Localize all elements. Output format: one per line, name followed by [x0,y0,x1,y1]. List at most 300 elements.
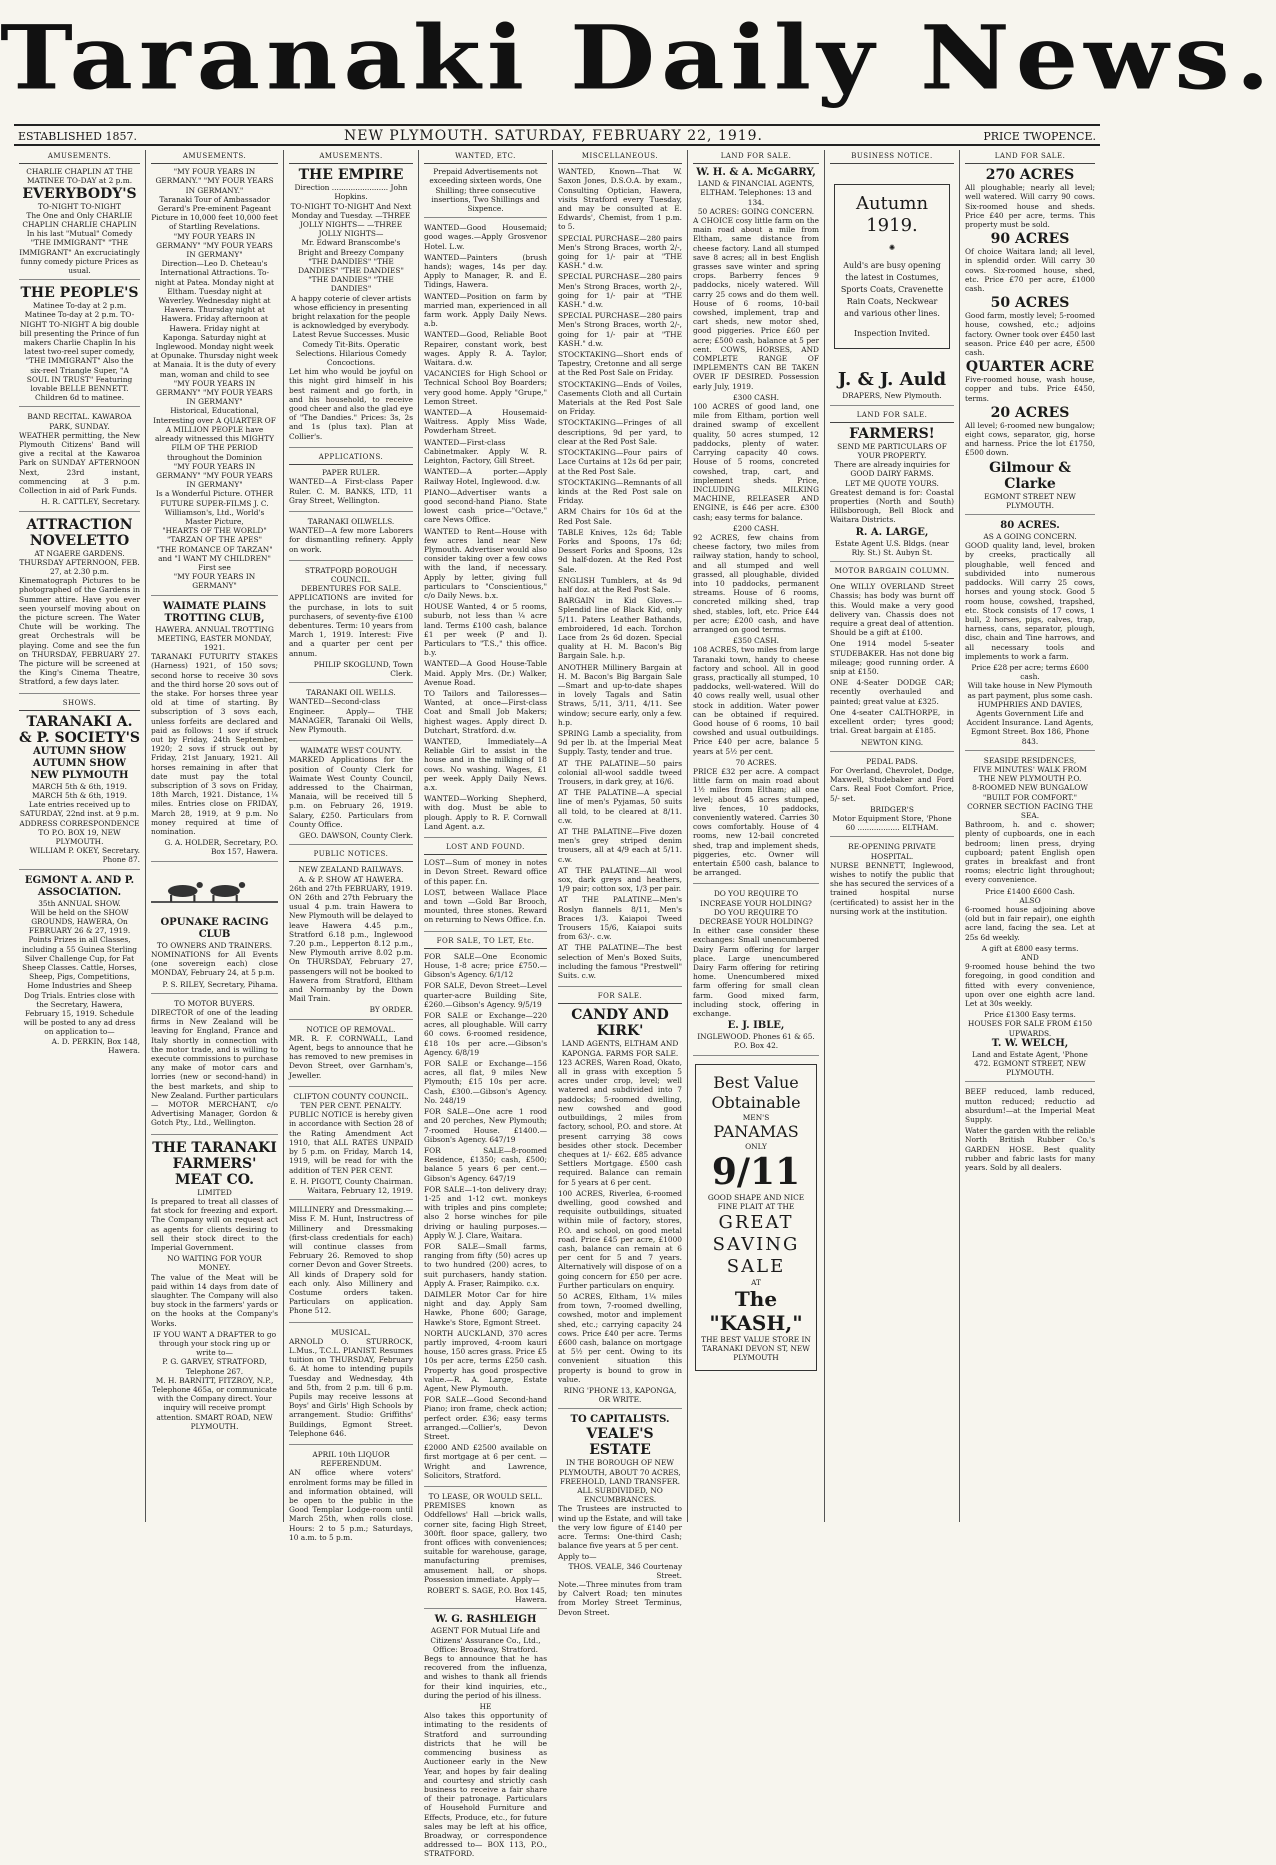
ad-text: PRICE £32 per acre. A compact little farm on main road about 1½ miles from Eltham; all one level; about 45 acres stumped, live fences, 10 paddocks, conveniently watered. Carries 30 cows comfortably. House of 4 rooms, new 12-bail concreted shed, trap and implement sheds, piggeries, etc. Owner will entertain £500 cash, balance to be arranged. [693,767,819,878]
ad-title: E. J. IBLE, [727,1020,785,1032]
ad-text: AN office where voters' enrolment forms may be filled in and information obtained, will be open to the public in the Good Templar Lodge-room until March 25th, when rolls close. Hours: 2 to 5 p.m.; Saturdays, 10 a.m. to 5 p.m. [289,1468,413,1542]
list-item: STOCKTAKING—Remnants of all kinds at the Red Post sale on Friday. [558,477,682,506]
list-item: FOR SALE or Exchange—220 acres, all ploughable. Will carry 60 cows. 6-roomed residence, £18 10s per acre.—Gibson's Agency. 6/8/19 [424,1011,547,1057]
ad-text: 108 ACRES, two miles from large Taranaki town, handy to cheese factory and school. All in good grass, practically all stumped, 10 paddocks, well-watered. Will do 40 cows really well, usual other stock in addition. Water power can be obtained if required. Good house of 6 rooms, 10 bail cowshed and usual outbuildings. Price £40 per acre, balance 5 years at 5½ per cent. [693,645,819,756]
ad-text: Good farm, mostly level; 5-roomed house, cowshed, etc.; adjoins factory. Owner took over £450 last season. Price £40 per acre, £500 cash. [965,311,1095,358]
railways-ad [289,865,413,1019]
ad-text: Estate Agent U.S. Bldgs. (near Rly. St.) St. Aubyn St. [835,538,949,557]
ad-text: THE BEST VALUE STORE IN TARANAKI DEVON ST, NEW PLYMOUTH [701,1334,811,1363]
ad-heading: "MY FOUR YEARS IN GERMANY" [173,572,256,591]
germany-ad [151,167,278,595]
list-item: TO Tailors and Tailoresses—Wanted, at once—First-class Coat and Small Job Makers; highest wages. Apply direct D. Dutchart, Stratford. d.w. [424,688,547,735]
ad-heading: BAND RECITAL. KAWAROA PARK, SUNDAY. [27,412,132,431]
ad-heading: "MY FOUR YEARS IN GERMANY." "MY FOUR YEARS IN GERMANY." [155,167,274,195]
ad-text: NOMINATIONS for All Events (one sovereign each) close MONDAY, February 24, at 5 p.m. [151,950,278,978]
list-item: ARM Chairs for 10s 6d at the Red Post Sale. [558,507,682,526]
list-item: TABLE Knives, 12s 6d; Table Forks and Spoons, 17s 6d; Dessert Forks and Spoons, 12s 9d half-dozen. At the Red Post Sale. [558,527,682,574]
ad-text: MARCH 5th & 6th, 1919. MARCH 5th & 6th, 1919. [32,781,127,800]
newspaper-title: Taranaki Daily News. [0,6,1276,111]
ad-text: A CHOICE cosy little farm on the main road about a mile from Eltham, same distance from cheese factory. Land all stumped save 8 acres; all in best English grasses save winter and spring crops. Barberry fences 9 paddocks, nicely watered. Will carry 25 cows and do them well. House of 6 rooms, 10-bail cowshed, implement, trap and cart sheds, new motor shed, good piggeries. Price £60 per acre; £500 cash, balance at 5 per cent. COWS, HORSES, AND COMPLETE RANGE OF IMPLEMENTS CAN BE TAKEN OVER IF DESIRED. Possession early July, 1919. [693,216,819,391]
list-item: WANTED—Working Shepherd, with dog. Must be able to plough. Apply to R. F. Cornwall Land Agent. a.z. [424,794,547,831]
list-item: AT THE PALATINE—The best selection of Men's Boxed Suits, including the famous "Prestwell" Suits. c.w. [558,943,682,981]
ad-signature: P. S. RILEY, Secretary, Pihama. [162,979,278,989]
column-heading: MISCELLANEOUS. [558,152,682,164]
ad-heading: Price £1300 Easy terms. [984,1010,1076,1020]
list-item: FOR SALE—8-roomed Residence, £1350; cash, £500; balance 5 years 6 per cent.—Gibson's Agency. 647/19 [424,1145,547,1183]
band-recital-ad [19,412,140,511]
ad-heading: DO YOU REQUIRE TO INCREASE YOUR HOLDING? DO YOU REQUIRE TO DECREASE YOUR HOLDING? [699,889,813,927]
ad-title: Best Value Obtainable [711,1072,801,1112]
ad-title: The "KASH," [709,1286,803,1335]
ad-heading: AS A GOING CONCERN. [983,532,1077,542]
established-text: ESTABLISHED 1857. [18,130,137,143]
ad-text: MR. R. F. CORNWALL, Land Agent, begs to announce that he has removed to new premises in Devon Street, over Garnham's, Jeweller. [289,1033,413,1080]
list-item: FOR SALE—1-ton delivery dray; 1-25 and 1-12 cwt. monkeys with triples and pins complete; also 2 horse winches for pile driving or hauling purposes.—Apply W. J. Clare, Waitara. [424,1184,547,1240]
ad-text: Note.—Three minutes from tram by Calvert Road; ten minutes from Morley Street Terminus, Devon Street. [558,1580,682,1617]
ad-text: ONLY [745,1141,767,1151]
prepaid-notice [424,167,547,218]
ad-signature: A. D. PERKIN, Box 148, Hawera. [51,1036,140,1055]
ad-text: GOOD SHAPE AND NICE FINE PLAIT AT THE [707,1193,805,1212]
ad-heading: BRIDGER'S [870,804,914,814]
auld-ad [830,369,954,405]
column-2 [146,150,284,1522]
ad-text: AND [1021,953,1039,963]
lost-list [424,858,547,931]
ap-show-ad [19,714,140,870]
waimate-west-ad [289,746,413,845]
column-heading: AMUSEMENTS. [151,152,278,164]
ad-title: FARMERS! [849,425,935,442]
section-heading: PUBLIC NOTICES. [289,850,413,862]
ad-title: THE TARANAKI FARMERS' MEAT CO. [152,1139,277,1188]
ad-text: 9-roomed house behind the two foregoing, in good condition and fitted with every convenience, upon over one eighth acre land. Let at 30s weekly. [965,962,1095,1009]
ad-text: Taranaki Tour of Ambassador Gerard's Pre-eminent Pageant Picture in 10,000 feet 10,000 feet of Startling Revelations. [151,194,278,232]
section-heading: SHOWS. [19,699,140,711]
ad-text: All ploughable; nearly all level; well watered. Will carry 90 cows. Six-roomed house and sheds. Price £40 per acre, terms. This property must be sold. [965,183,1095,230]
ad-text: M. H. BARNITT, FITZROY, N.P., Telephone 465a, or communicate with the Company direct. Your inquiry will receive prompt attention. SMART ROAD, NEW PLYMOUTH. [152,1375,277,1431]
list-item: FOR SALE—Small farms, ranging from fifty (50) acres up to two hundred (200) acres, to suit purchasers, handy station. Apply A. Fraser, Raimpiko. c.x. [424,1241,547,1288]
section-heading: LOST AND FOUND. [424,843,547,855]
dateline [14,124,1100,146]
star-icon: ✺ [888,243,896,253]
ad-heading: 50 ACRES: GOING CONCERN. [697,206,815,216]
ad-title: NEW PLYMOUTH [30,769,129,781]
ngaere-ad [19,517,140,694]
ad-text: PREMISES known as Oddfellows' Hall —brick walls, corner site, facing High Street, 300ft. floor space, gallery, two front offices with conveniences; suitable for warehouse, garage, manufacturing premises, amusement hall, or shops. Possession immediate. Apply— [424,1501,547,1584]
list-item: HOUSE Wanted, 4 or 5 rooms, suburb, not less than ¼ acre land. Terms £100 cash, balance £1 per week (P and I). Particulars to "T.S.," this office. b.y. [424,602,547,658]
ad-text: Water the garden with the reliable North British Rubber Co.'s GARDEN HOSE. Best quality rubber and fabric lasts for many years. Sold by all dealers. [965,1126,1095,1173]
list-item: STOCKTAKING—Four pairs of Lace Curtains at 12s 6d per pair, at the Red Post Sale. [558,448,682,476]
wanted-list [424,223,547,838]
ad-title: R. A. LARGE, [855,526,929,538]
list-item: WANTED—Good Housemaid; good wages.—Apply Grosvenor Hotel. L.w. [424,223,547,251]
hospital-ad [830,842,954,922]
list-item: WANTED—A Housemaid-Waitress. Apply Miss Wade, Powderham Street. [424,408,547,436]
list-item: One 4-seater CALTHORPE, in excellent order; tyres good; trial. Great bargain at £185. [830,707,954,736]
ad-text: Apply to— [558,1552,597,1562]
list-item: AT THE PALATINE—50 pairs colonial all-wool saddle tweed Trousers, in dark grey, at 16/6. [558,758,682,786]
ad-title: 80 ACRES. [1000,520,1060,532]
ad-text: Latest Revue Successes. Music Comedy Tit-Bits. Operatic Selections. Hilarious Comedy Concoctions. [292,330,410,368]
ad-title: 50 ACRES [990,295,1070,312]
ad-heading: TEN PER CENT. PENALTY. [300,1101,402,1111]
ad-signature: BY ORDER. [369,1005,413,1015]
ad-title: WAIMATE PLAINS TROTTING CLUB, [162,600,267,624]
ad-title: J. & J. Auld [837,369,947,391]
racing-horses-illustration [151,871,278,911]
humphries-ad [965,520,1095,751]
list-item: SPECIAL PURCHASE—280 pairs Men's Strong Braces, worth 2/-, going for 1/- pair at "THE KASH." d.w. [558,311,682,348]
list-item: ONE 4-Seater DODGE CAR; recently overhauled and painted; great value at £325. [830,678,954,706]
ad-text: WEATHER permitting, the New Plymouth Citizens' Band will give a recital at the Kawaroa Park on SUNDAY AFTERNOON Next, 23rd instant, commencing at 3 p.m. Collection in aid of Park Funds. [19,430,140,496]
ad-title: VEALE'S ESTATE [586,1426,654,1459]
list-item: WANTED—A Good House-Table Maid. Apply Mrs. (Dr.) Walker, Avenue Road. [424,659,547,687]
ad-text: Begs to announce that he has recovered from the influenza, and wishes to thank all friends for their kind inquiries, etc., during the period of his illness. [424,1654,547,1700]
ad-text: The One and Only CHARLIE CHAPLIN CHARLIE CHAPLIN In his last "Mutual" Comedy "THE IMMIGRANT" "THE IMMIGRANT" An excruciatingly funny comedy picture Prices as usual. [19,210,140,276]
ad-heading: AT NGAERE GARDENS. THURSDAY AFTERNOON, FEB. 27, at 2.30 p.m. [19,548,140,576]
ad-text: CHARLIE CHAPLIN AT THE MATINEE TO-DAY at 2 p.m. [26,167,133,186]
list-item: WANTED—A porter.—Apply Railway Hotel, Inglewood. d.w. [424,467,547,486]
column-heading: WANTED, ETC. [424,152,547,164]
mcgarry-ad [693,167,819,884]
list-item: FOR SALE—One acre 1 rood and 20 perches, New Plymouth; 7-roomed House. £1400.—Gibson's Agency. 647/19 [424,1107,547,1144]
ad-title: THE EMPIRE [298,167,404,184]
ad-text: The value of the Meat will be paid within 14 days from date of slaughter. The Company will also buy stock in the farmers' yards or on the hooks at the Company's Works. [151,1272,278,1328]
ad-text: WANTED—A First-class Paper Ruler. C. M. BANKS, LTD, 11 Gray Street, Wellington. [289,477,413,505]
ad-text: GOOD quality land, level, broken by creeks, practically all ploughable, well fenced and subdivided into numerous paddocks. Will carry 25 cows, horses and young stock. Good 5 room house, cowshed, trapshed, etc. Stock consists of 17 cows, 1 bull, 2 horses, pigs, calves, trap, harness, cans, separator, plough, disc, chain and Tine harrows, and all necessary tools and implements to work a farm. [965,541,1095,661]
ad-text: Greatest demand is for: Coastal properties (North and South) Hillsborough, Bell Block and Waitara Districts. [830,487,954,525]
column-7 [825,150,960,1522]
ad-heading: TO CAPITALISTS. [570,1414,670,1426]
removal-ad [289,1025,413,1087]
list-item: FOR SALE, Devon Street—Level quarter-acre Building Site, £260.—Gibson's Agency. 9/5/19 [424,981,547,1009]
list-item: WANTED to Rent—House with few acres land near New Plymouth. Advertiser would also consider taking over a few cows with the land, if necessary. Apply by letter, giving full particulars to "Conscientious," c/o Daily News. b.x. [424,526,547,600]
ad-heading: and "I WANT MY CHILDREN" First see [158,553,271,572]
list-item: 100 ACRES, Riverlea, 6-roomed dwelling, good cowshed and requisite outbuildings, situated within mile of factory, stores, P.O. and school, on good metal road. Price £45 per acre, £1000 cash, balance can remain at 6 per cent for 5 and 7 years. Alternatively will dispose of on a going concern for £50 per acre. Further particulars on enquiry. [558,1188,682,1290]
empire-ad [289,167,413,448]
debentures-ad [289,566,413,683]
ad-text: Matinee To-day at 2 p.m. Matinee To-day at 2 p.m. TO-NIGHT TO-NIGHT A big double bill presenting the Prince of fun makers Charlie Chaplin In his latest two-reel super comedy, "THE IMMIGRANT" Also the six-reel Triangle Super, "A SOUL IN TRUST" Featuring lovable BELLE BENNETT. Children 6d to matinee. [19,301,140,403]
ad-heading: HE [479,1702,492,1712]
section-heading: FOR SALE, TO LET, Etc. [424,937,547,949]
list-item: NORTH AUCKLAND, 370 acres partly improved, 4-room kauri house, 150 acres grass. Price £5 10s per acre, terms £250 cash. Property has good prospective value.—R. A. Large, Estate Agent, New Plymouth. [424,1328,547,1393]
ad-heading: NO WAITING FOR YOUR MONEY. [167,1254,262,1273]
ad-text: 100 ACRES of good land, one mile from Eltham, portion well drained swamp of excellent quality, 50 acres stumped, 12 paddocks, plenty of water. Carrying capacity 40 cows. House of 5 rooms, concreted cowshed, trap, cart, and implement sheds. Price, INCLUDING MILKING MACHINE, RELEASER AND ENGINE, is £46 per acre. £300 cash; easy terms for balance. [693,402,819,522]
ad-title: SALE [726,1255,786,1277]
ad-signature: NEWTON KING. [860,737,924,747]
ad-text: NURSE BENNETT, Inglewood, wishes to notify the public that she has secured the services of a trained hospital nurse (certificated) to assist her in the nursing work at the institution. [830,860,954,916]
ad-title: EVERYBODY'S [22,185,137,202]
ad-heading: APRIL 10th LIQUOR REFERENDUM. [312,1449,390,1469]
ad-heading: "MY FOUR YEARS IN GERMANY" "MY FOUR YEARS IN GERMANY" [156,461,273,490]
paper-ruler-ad [289,468,413,512]
liquor-ad [289,1450,413,1548]
ad-signature: H. R. CATTLEY, Secretary. [41,497,140,507]
ad-heading: CLIFTON COUNTY COUNCIL. [293,1091,409,1101]
list-item: AT THE PALATINE—Men's Roslyn flannels 8/11, Men's Braces 1/3. Kaiapoi Tweed Trousers 15/6, Kaiapoi suits from 63/-. c.w. [558,895,682,942]
ad-title: TARANAKI A. & P. SOCIETY'S [19,713,140,746]
ad-heading: NEW ZEALAND RAILWAYS. [298,865,404,875]
ad-signature: PHILIP SKOGLUND, Town Clerk. [313,659,413,678]
ad-heading: "MY FOUR YEARS IN GERMANY" "MY FOUR YEARS IN GERMANY" [156,231,273,260]
section-heading: FOR SALE. [558,992,682,1004]
oil-wells-engineer-ad [289,688,413,741]
ad-text: TO-NIGHT TO-NIGHT [37,201,122,211]
column-heading: AMUSEMENTS. [289,152,413,164]
ad-text: INGLEWOOD. Phones 61 & 65. P.O. Box 42. [697,1032,815,1051]
ad-title: PANAMAS [713,1121,799,1141]
ad-title: Gilmour & Clarke [989,459,1071,492]
list-item: WANTED—Good, Reliable Boot Repairer, constant work, best wages. Apply R. A. Taylor, Waitara. d.w. [424,330,547,368]
ad-text: AGENT FOR Mutual Life and Citizens' Assurance Co., Ltd., Office: Broadway, Stratford. [430,1626,541,1654]
ad-heading: "THE DANDIES" "THE DANDIES" "THE DANDIES" "THE DANDIES" "THE DANDIES" [298,256,404,294]
list-item: ENGLISH Tumblers, at 4s 9d half doz. at the Red Post Sale. [558,575,682,594]
list-item: AT THE PALATINE—Five dozen men's grey striped denim trousers, all at 4/9 each at 5/11. c.w. [558,827,682,864]
ad-heading: FIVE MINUTES' WALK FROM THE NEW PLYMOUTH P.O. [973,764,1087,784]
ad-text: For Overland, Chevrolet, Dodge, Maxwell, Studebaker and Ford Cars. Real Foot Comfort. Price, 5/- set. [830,765,954,803]
list-item: ANOTHER Millinery Bargain at H. M. Bacon's Big Bargain Sale—Smart and up-to-date shapes in lovely Tagals and Satin Straws, 5/11, 3/11, 4/11. See window; secure early, only a few. h.p. [558,662,682,727]
ad-signature: WILLIAM P. OKEY, Secretary. Phone 87. [29,846,140,865]
ad-text: Land and Estate Agent, 'Phone 472. EGMONT STREET, NEW PLYMOUTH. [972,1049,1088,1078]
ad-title: T. W. WELCH, [991,1037,1069,1049]
ad-text: Agents Government Life and Accident Insurance. Land Agents, Egmont Street. Box 186, Phone 843. [966,708,1094,746]
price-text: PRICE TWOPENCE. [983,130,1096,143]
ad-heading: MUSICAL. [330,1327,372,1337]
ad-text: Direction ........................ John Hopkins. [294,183,408,202]
ad-text: Mr. Edward Branscombe's Bright and Breezy Company [298,238,404,257]
ad-heading: Price £28 per acre; terms £600 cash. [971,662,1089,682]
waimate-trotting-ad [151,601,278,862]
ad-heading: DEBENTURES FOR SALE. [300,584,402,594]
welch-ad [965,756,1095,1083]
list-item: FOR SALE or Exchange—156 acres, all flat, 9 miles New Plymouth; £15 10s per acre. Cash, £300.—Gibson's Agency. No. 248/19 [424,1059,547,1105]
autumn-ad [834,184,950,349]
list-item: WANTED, Known—That W. Saxon Jones, D.S.O.A. by exam., Consulting Optician, Hawera, visits Stratford every Tuesday, and may be consulted at E. Edwards', Chemist, from 1 p.m. to 5. [558,167,682,232]
ad-text: DRAPERS, New Plymouth. [842,391,942,401]
columns [14,150,1100,1859]
misc-list [558,167,682,987]
ad-title: OPUNAKE RACING CLUB [160,916,269,940]
list-item: LOST, between Wallace Place and town —Gold Bar Brooch, mounted, three stones. Reward on returning to News Office. f.n. [424,887,547,925]
ad-signature: ROBERT S. SAGE, P.O. Box 145, Hawera. [426,1586,547,1605]
ad-text: Bathroom, h. and c. shower; plenty of cupboards, one in each bedroom; linen press, drying cupboard; patent English open grates in breakfast and front rooms; electric light throughout; every convenience. [965,820,1095,885]
ad-title: W. G. RASHLEIGH [434,1614,537,1626]
ad-text: TARANAKI FUTURITY STAKES (Harness) 1921, of 150 sovs; second horse to receive 30 sovs and the third horse 20 sovs out of the stake. For horses three year old at time of starting. By subscription of 3 sovs each, unless forfeits are declared and paid as follows: 1 sov if struck out by Friday, 24th September, 1920; 2 sovs if struck out by Friday, 21st January, 1921. All horses remaining in after that date must pay the total subscription of 3 sovs on Friday, 18th March, 1921. Distance, 1¼ miles. Entries close on FRIDAY, March 28, 1919, at 9 p.m. No money required at time of nomination. [151,652,278,837]
ad-heading: TO LEASE, OR WOULD SELL. [428,1492,543,1502]
ad-text: Historical, Educational, Interesting over A QUARTER OF A MILLION PEOPLE have already witnessed this MIGHTY FILM OF THE PERIOD throughout the Dominion [153,406,276,462]
ad-heading: A gift at £800 easy terms. [981,943,1079,953]
ad-title: THE PEOPLE'S [20,285,139,302]
ad-text: DIRECTOR of one of the leading firms in New Zealand will be leaving for England, France and Italy shortly in connection with the motor trade, and is willing to execute commissions to purchase any make of motor cars and lorries (new or second-hand) in the best markets, and ship to New Zealand. Further particulars— MOTOR MERCHANT, c/o Advertising Manager, Gordon & Gotch Pty., Ltd., Wellington. [151,1008,278,1128]
ad-heading: 8-ROOMED NEW BUNGALOW "BUILT FOR COMFORT." [972,783,1088,802]
list-item: One WILLY OVERLAND Street Chassis; has body was burnt off this. Would make a very good delivery van. Chassis does not require a great deal of attention. Should be a gift at £100. [830,582,954,638]
veale-estate-ad [558,1414,682,1622]
motor-list [830,582,954,751]
rashleigh-ad [424,1614,547,1864]
musical-ad [289,1328,413,1445]
column-1 [14,150,146,1522]
ad-heading: HAWERA. ANNUAL TROTTING MEETING, EASTER MONDAY, 1921. [155,624,274,652]
ad-title: W. H. & A. McGARRY, [696,167,816,179]
column-3 [284,150,419,1542]
ad-text: TO-NIGHT TO-NIGHT And Next Monday and Tuesday. —THREE JOLLY NIGHTS— —THREE JOLLY NIGHTS— [290,201,412,239]
ad-text: LAND AGENTS, ELTHAM AND KAPONGA. FARMS FOR SALE. [561,1039,679,1058]
peoples-ad [19,285,140,407]
ad-heading: "THE ROMANCE OF TARZAN" [156,544,273,554]
ad-heading: LET ME QUOTE YOURS. [845,478,939,488]
ad-heading: NOTICE OF REMOVAL. [306,1024,396,1034]
ad-heading: "TARZAN OF THE APES" [167,535,262,545]
ad-text: Five-roomed house, wash house, copper and tubs. Price £450, terms. [965,375,1095,403]
motor-buyers-ad [151,999,278,1135]
list-item: AT THE PALATINE—All wool sox, dark greys and heathers, 1/9 pair; cotton sox, 1/3 per pair. [558,865,682,894]
list-item: BARGAIN in Kid Gloves.—Splendid line of Black Kid, only 5/11. Paters Leather Bathands, embroidered, 1d each. Torchon Lace from 2s 6d dozen. Special quality at H. M. Bacon's Big Bargain Sale. h.p. [558,596,682,661]
ad-text: BEEF reduced, lamb reduced, mutton reduced; reductio ad absurdum!—at the Imperial Meat Supply. [965,1087,1095,1125]
ad-heading: SEASIDE RESIDENCES, [983,755,1077,765]
list-item: STOCKTAKING—Fringes of all descriptions, 9d per yard, to clear at the Red Post Sale. [558,418,682,446]
list-item: SPECIAL PURCHASE—280 pairs Men's Strong Braces, worth 2/-, going for 1/- pair at "THE KASH." d.w. [558,233,682,271]
ad-text: The Trustees are instructed to wind up the Estate, and will take the very low figure of £140 per acre. Terms: One-third Cash; balance five years at 5 per cent. [558,1504,682,1551]
sale-list [424,952,547,1487]
ad-text: ARNOLD O. STURROCK, L.Mus., T.C.L. PIANIST. Resumes tuition on THURSDAY, February 6. At home to intending pupils Tuesday and Wednesday, 4th and 5th, from 2 p.m. till 6 p.m. Pupils may receive lessons at Boys' and Girls' High Schools by arrangement. Studio: Griffiths' Buildings, Egmont Street. Telephone 646. [289,1336,413,1438]
list-item: WANTED, Immediately—A Reliable Girl to assist in the house and in the milking of 18 cows. No washing. Wages, £1 per week. Apply Daily News. a.x. [424,736,547,792]
ad-text: ADDRESS CORRESPONDENCE TO P.O. BOX 19, NEW PLYMOUTH. [19,818,140,846]
column-heading: BUSINESS NOTICE. [830,152,954,164]
ad-heading: HOUSES FOR SALE FROM £150 UPWARDS. [967,1019,1093,1038]
ad-signature: THOS. VEALE, 346 Courtenay Street. [568,1561,682,1580]
list-item: WANTED—Painters (brush hands); wages, 14s per day. Apply to Manager, R. and E. Tidings, Hawera. [424,252,547,290]
ad-title: 90 ACRES [990,231,1070,248]
ad-text: ALSO [1019,895,1041,905]
ad-heading: PAPER RULER. [322,468,380,478]
ad-text: WANTED—A few more Laborers for dismantling refinery. Apply on work. [289,526,413,554]
candy-kirk-ad [558,1007,682,1409]
list-item: WANTED—First-class Cabinetmaker. Apply W. R. Leighton, Factory, Gill Street. [424,437,547,466]
farmers-meat-ad [151,1140,278,1435]
list-item: FOR SALE—Good Second-hand Piano; iron frame, check action; perfect order. £36; easy terms arranged.—Collier's, Devon Street. [424,1395,547,1441]
ad-text: Let him who would be joyful on this night gird himself in his best raiment and go forth, in and his household, to receive good cheer and also the glad eye of "The Dandies." Prices: 3s, 2s and 1s (plus tax). Plan at Collier's. [289,367,413,441]
ad-heading: TARANAKI OILWELLS. [307,516,395,526]
column-heading: LAND FOR SALE. [693,152,819,164]
ad-text: P. G. GARVEY, STRATFORD, Telephone 267. [162,1357,267,1376]
ad-title: Autumn 1919. [855,193,929,237]
column-6 [688,150,825,1522]
ad-title: 270 ACRES [985,167,1075,184]
list-item: FOR SALE—One Economic House, 1-8 acre; price £750.—Gibson's Agency. 6/1/12 [424,951,547,980]
list-item: £2000 AND £2500 available on first mortgage at 6 per cent. —Wright and Lawrence, Solicitors, Stratford. [424,1443,547,1480]
ad-text: Is a Wonderful Picture. OTHER FUTURE SUPER-FILMS J. C. Williamson's, Ltd., World's Master Picture, [155,489,274,526]
millinery-ad [289,1205,413,1322]
ad-text: MILLINERY and Dressmaking.—Miss F. M. Hunt, Instructress of Millinery and Dressmaking (first-class credentials for each) will continue classes from February 26. Removed to shop corner Devon and Gover Streets. All kinds of Drapery sold for each only. Also Millinery and Costume orders taken. Particulars on application. Phone 512. [289,1205,413,1316]
column-4 [419,150,553,1859]
ad-text: Motor Equipment Store, 'Phone 60 .................. ELTHAM. [832,813,952,833]
ad-text: In either case consider these exchanges: Small unencumbered Dairy Farm offering for larger place. Large unencumbered Dairy Farm offering for retiring home. Unencumbered mixed farm offering for small clean farm. Good mixed farm, including stock, offering in exchange. [693,926,819,1019]
price-display: 9/11 [711,1151,801,1194]
ad-heading: Price £1400 £600 Cash. [985,886,1075,896]
ad-text: EGMONT STREET NEW PLYMOUTH. [984,491,1076,510]
ad-heading: £350 CASH. [732,636,779,646]
list-item: DAIMLER Motor Car for hire night and day. Apply Sam Hawke, Phone 600; Garage, Hawke's Store, Egmont Street. [424,1289,547,1327]
ad-text: All level; 6-roomed new bungalow; eight cows, separator, gig, horse and harness. Price the lot £1750, £500 down. [965,420,1095,458]
list-item: SPRING Lamb a speciality, from 9d per lb. at the Imperial Meat Supply. Tasty, tender and true. [558,728,682,757]
list-item: WANTED—Position on farm by married man, experienced in all farm work. Apply Daily News. a.b. [424,291,547,329]
lease-ad [424,1492,547,1609]
ad-title: EGMONT A. AND P. ASSOCIATION. [24,874,135,898]
ad-text: LIMITED [197,1187,232,1197]
ad-text: A. & P. SHOW AT HAWERA. 26th and 27th FEBRUARY, 1919. [289,874,413,893]
ad-heading: "MY FOUR YEARS IN GERMANY" "MY FOUR YEARS IN GERMANY" [156,378,273,407]
ad-text: PUBLIC NOTICE is hereby given in accordance with Section 28 of the Rating Amendment Act 1910, that ALL RATES UNPAID by 5 p.m. on Friday, March 14, 1919, will be read for with the addition of TEN PER CENT. [289,1110,413,1175]
place-date-text: NEW PLYMOUTH. SATURDAY, FEBRUARY 22, 1919. [344,128,763,144]
list-item: 50 ACRES, Eltham, 1¼ miles from town, 7-roomed dwelling, cowshed, motor and implement shed, etc.; carrying capacity 24 cows. Price £40 per acre. Terms £600 cash, balance on mortgage at 5½ per cent. Owing to its convenient situation this property is bound to grow in value. [558,1291,682,1384]
large-ad [830,426,954,562]
ad-heading: WAIMATE WEST COUNTY. [300,746,402,756]
section-heading: LAND FOR SALE. [830,411,954,423]
ad-heading: IF YOU WANT A DRAFTER to go through your stock ring up or write to— [152,1329,277,1358]
ad-text: Of choice Waitara land; all level, in splendid order. Will carry 30 cows. Six-roomed house, shed, etc. Price £70 per acre, £1000 cash. [965,247,1095,294]
ad-text: Inspection Invited. [853,329,931,339]
ad-text: ON 26th and 27th February the usual 4 p.m. train Hawera to New Plymouth will be delayed to leave Hawera 4.45 p.m., Stratford 6.18 p.m., Inglewood 7.20 p.m., Lepperton 8.12 p.m., New Plymouth arrive 8.02 p.m. On THURSDAY, February 27, passengers will not be booked to Hawera from Stratford, Eltham and Normanby by the Down Mail Train. [289,893,413,1004]
list-item: STOCKTAKING—Ends of Voiles, Casements Cloth and all Curtain Materials at the Red Post Sale on Friday. [558,379,682,417]
ad-title: QUARTER ACRE [965,359,1095,376]
ad-title: AUTUMN SHOW AUTUMN SHOW [33,745,126,769]
ible-ad [693,889,819,1055]
ad-text: Also takes this opportunity of intimating to the residents of Stratford and surrounding districts that he will be commencing business as Auctioneer early in the New Year, and hopes by fair dealing and courtesy and strictly cash business to receive a fair share of their patronage. Particulars of Household Furniture and Effects, Produce, etc., for future sales may be left at his office, Broadway, or correspondence addressed to— BOX 113, P.O., STRATFORD. [424,1711,547,1859]
ad-text: APPLICATIONS are invited for the purchase, in lots to suit purchasers, of seventy-five £100 debentures. Term: 10 years from March 1, 1919. Interest: Five and a quarter per cent per annum. [289,593,413,658]
egmont-ad [19,875,140,1059]
column-heading: LAND FOR SALE. [965,152,1095,164]
ad-heading: 70 ACRES. [735,757,777,767]
ad-text: AT [751,1277,761,1287]
ad-text: Is prepared to treat all classes of fat stock for freezing and export. The Company will on request act as agents for clients desiring to sell their stock direct to the Imperial Government. [151,1196,278,1252]
ad-text: MEN'S [742,1112,770,1122]
ad-text: 6-roomed house adjoining above (old but in fair repair), one eighth acre land, facing the sea. Let at 25s 6d weekly. [965,905,1095,942]
ad-text: A happy coterie of clever artists whose efficiency in presenting bright relaxation for the people is acknowledged by everybody. [290,293,412,331]
pedal-pads-ad [830,757,954,838]
ad-heading: TO OWNERS AND TRAINERS. [156,940,273,950]
ad-text: Prepaid Advertisements not exceeding sixteen words, One Shilling; three consecutive insertions, Two Shillings and Sixpence. [429,167,542,214]
ad-heading: PEDAL PADS. [866,756,918,766]
ad-text: IN THE BOROUGH OF NEW PLYMOUTH, ABOUT 70 ACRES, FREEHOLD, LAND TRANSFER. ALL SUBDIVIDED, NO ENCUMBRANCES. [559,1458,681,1505]
ad-heading: RE-OPENING PRIVATE HOSPITAL. [848,842,936,861]
opunake-racing-ad [151,867,278,994]
ad-signature: GEO. DAWSON, County Clerk. [299,831,413,840]
ad-heading: 35th ANNUAL SHOW. [38,898,121,908]
column-8 [960,150,1100,1522]
list-item: STOCKTAKING—Short ends of Tapestry, Cretonne and all serge at the Red Post Sale on Friday. [558,350,682,378]
ad-text: MARKED Applications for the position of County Clerk for Waimate West County Council, addressed to the Chairman, Manaia, will be received till 5 p.m. on February 26, 1919. Salary, £250. Particulars from County Office. [289,755,413,829]
ad-title: 20 ACRES [990,404,1070,421]
section-heading: APPLICATIONS. [289,453,413,465]
ad-title: GREAT [718,1211,794,1233]
list-item: One 1914 model 5-seater STUDEBAKER. Has not done big mileage; good running order. A snip at £150. [830,639,954,677]
column-heading: AMUSEMENTS. [19,152,140,164]
list-item: AT THE PALATINE—A special line of men's Pyjamas, 50 suits all told, to be cleared at 8/11. c.w. [558,788,682,825]
list-item: SPECIAL PURCHASE—280 pairs Men's Strong Braces, worth 2/-, going for 1/- pair at "THE KASH." d.w. [558,272,682,310]
list-item: VACANCIES for High School or Technical School Boy Boarders; very good home. Apply "Grupe," Lemon Street. [424,369,547,406]
ad-title: CANDY AND KIRK' [571,1007,669,1040]
section-heading: MOTOR BARGAIN COLUMN. [830,567,954,579]
ad-heading: TARANAKI OIL WELLS. [306,688,396,698]
gilmour-ad [965,167,1095,515]
ad-heading: CORNER SECTION FACING THE SEA. [967,801,1093,820]
meat-supply-ad [965,1087,1095,1178]
ad-text: Will take house in New Plymouth as part payment, plus some cash. [967,681,1093,700]
ad-heading: HUMPHRIES AND DAVIES, [977,699,1083,709]
ad-text: Will be held on the SHOW GROUNDS, HAWERA, On FEBRUARY 26 & 27, 1919. Points Prizes in all Classes, including a 55 Guinea Sterling Silver Challenge Cup, for Fat Sheep Classes. Cattle, Horses, Sheep, Pigs, Competitions, Home Industries and Sheep Dog Trials. Entries close with the Secretary, Hawera, February 15, 1919. Schedule will be posted to any ad dress on application to— [22,907,137,1037]
everybodys-ad [19,167,140,280]
